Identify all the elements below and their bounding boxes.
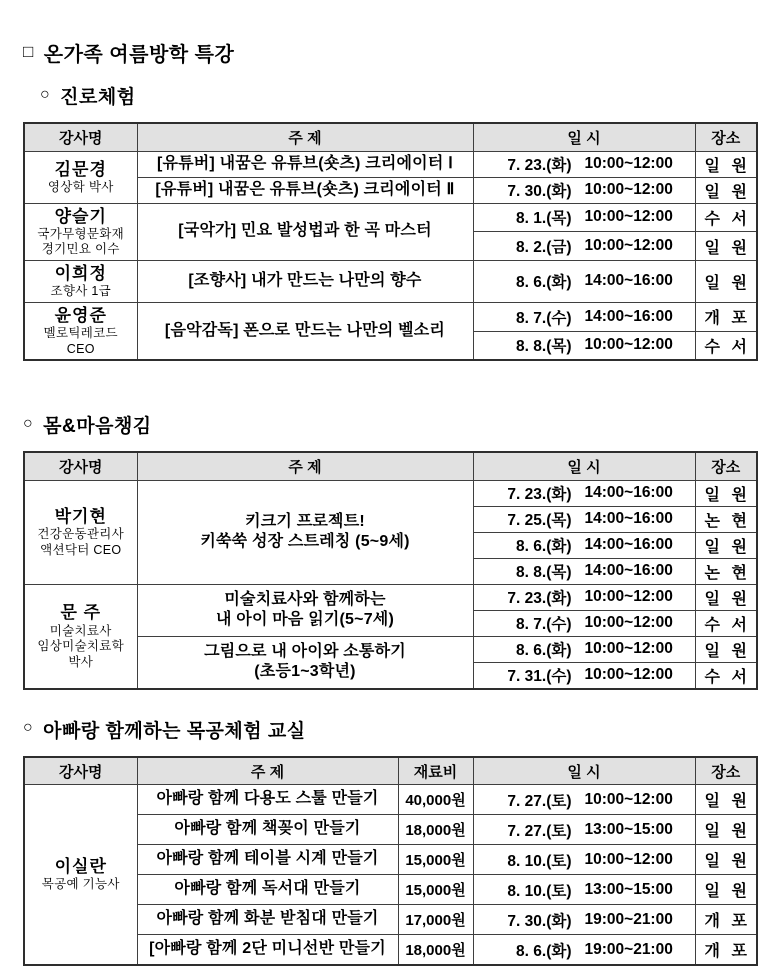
datetime-cell [473, 506, 695, 532]
place-char: 일 [704, 274, 720, 292]
date-value: 8. 1.(목) [516, 210, 572, 228]
time-value: 14:00~16:00 [584, 562, 673, 580]
column-header-instructor: 강사명 [24, 123, 137, 151]
datetime-cell [473, 480, 695, 506]
place-char: 일 [704, 157, 720, 175]
table-row [24, 584, 757, 610]
place-char: 일 [704, 793, 720, 811]
date-value: 8. 10.(토) [507, 882, 572, 900]
section-body-mind [23, 411, 757, 690]
place-value [696, 179, 757, 202]
instructor-title: 영상학 박사 [47, 179, 114, 194]
place-char: 일 [704, 183, 720, 201]
datetime-value [476, 560, 693, 582]
place-value [696, 818, 757, 841]
place-cell [695, 480, 757, 506]
table-row [24, 261, 757, 303]
place-cell [695, 232, 757, 261]
fee-cell: 15,000원 [398, 845, 473, 875]
instructor-cell [24, 302, 137, 360]
fee-cell: 15,000원 [398, 875, 473, 905]
place-value [696, 664, 757, 687]
datetime-cell [473, 875, 695, 905]
place-char: 수 [704, 668, 720, 686]
column-header-datetime: 일 시 [473, 123, 695, 151]
datetime-cell [473, 662, 695, 689]
topic-cell: 미술치료사와 함께하는 내 아이 마음 읽기(5~7세) [137, 584, 473, 636]
time-value: 14:00~16:00 [584, 484, 673, 502]
date-value: 8. 6.(화) [516, 538, 572, 556]
place-char: 일 [704, 486, 720, 504]
topic-cell: 아빠랑 함께 다용도 스툴 만들기 [137, 785, 398, 815]
instructor-name: 이실란 [54, 857, 107, 877]
datetime-cell [473, 785, 695, 815]
datetime-cell [473, 845, 695, 875]
datetime-value [476, 153, 693, 175]
date-value: 7. 23.(화) [507, 157, 572, 174]
datetime-cell [473, 815, 695, 845]
topic-cell: [아빠랑 함께 2단 미니선반 만들기 [137, 935, 398, 965]
datetime-cell [473, 302, 695, 331]
place-char: 원 [731, 274, 747, 292]
time-value: 10:00~12:00 [584, 181, 673, 198]
place-char: 원 [731, 883, 747, 901]
place-char: 원 [731, 853, 747, 871]
time-value: 10:00~12:00 [584, 155, 673, 172]
time-value: 10:00~12:00 [584, 208, 673, 226]
datetime-cell [473, 261, 695, 303]
time-value: 13:00~15:00 [584, 820, 673, 838]
section-heading-body-mind [23, 411, 757, 438]
datetime-cell [473, 177, 695, 203]
time-value: 10:00~12:00 [584, 336, 673, 354]
instructor-title: 목공예 기능사 [41, 877, 120, 892]
place-char: 수 [704, 338, 720, 356]
section-career-experience [23, 82, 757, 361]
time-value: 13:00~15:00 [584, 880, 673, 898]
date-value: 8. 6.(화) [516, 942, 572, 960]
date-value: 8. 7.(수) [516, 309, 572, 327]
time-value: 19:00~21:00 [584, 940, 673, 958]
instructor-title: 건강운동관리사 [37, 527, 125, 542]
woodwork-table [23, 756, 758, 966]
datetime-cell [473, 558, 695, 584]
place-char: 원 [731, 239, 747, 257]
column-header-topic: 주 제 [137, 123, 473, 151]
place-value [696, 534, 757, 557]
place-char: 원 [731, 486, 747, 504]
circle-bullet-icon: ○ [23, 414, 34, 432]
instructor-cell [24, 261, 137, 303]
date-value: 7. 23.(화) [507, 590, 572, 608]
fee-cell: 40,000원 [398, 785, 473, 815]
topic-cell: [음악감독] 폰으로 만드는 나만의 벨소리 [137, 302, 473, 360]
instructor-name: 문 주 [60, 603, 102, 623]
datetime-cell [473, 532, 695, 558]
topic-cell: 아빠랑 함께 테이블 시계 만들기 [137, 845, 398, 875]
instructor-title: 경기민요 이수 [41, 242, 120, 257]
date-value: 7. 23.(화) [507, 486, 572, 504]
place-cell [695, 935, 757, 965]
place-char: 서 [731, 210, 747, 228]
datetime-value [476, 638, 693, 660]
topic-cell: [유튜버] 내꿈은 유튜브(숏츠) 크리에이터 Ⅱ [137, 177, 473, 203]
table-row [24, 302, 757, 331]
table-row [24, 203, 757, 232]
place-char: 논 [704, 564, 720, 582]
datetime-value [476, 206, 693, 228]
date-value: 8. 8.(목) [516, 338, 572, 356]
instructor-name: 박기현 [54, 507, 107, 527]
section-heading-woodwork [23, 716, 757, 743]
section-woodwork-class [23, 716, 757, 966]
place-char: 개 [704, 913, 720, 931]
time-value: 10:00~12:00 [584, 237, 673, 255]
time-value: 14:00~16:00 [584, 510, 673, 528]
doc-title [23, 38, 757, 67]
body-mind-table [23, 451, 758, 690]
instructor-cell [24, 151, 137, 203]
column-header-instructor: 강사명 [24, 757, 137, 785]
section-heading-text: 몸&마음챙김 [43, 416, 152, 438]
time-value: 19:00~21:00 [584, 910, 673, 928]
table-row [24, 480, 757, 506]
column-header-place: 장소 [695, 123, 757, 151]
instructor-title: 박사 [68, 654, 94, 669]
place-char: 논 [704, 512, 720, 530]
place-cell [695, 875, 757, 905]
place-value [696, 908, 757, 931]
place-cell [695, 785, 757, 815]
place-char: 일 [704, 642, 720, 660]
instructor-name: 김문경 [54, 159, 107, 179]
place-value [696, 612, 757, 635]
place-char: 서 [731, 338, 747, 356]
place-value [696, 938, 757, 961]
place-value [696, 305, 757, 328]
place-cell [695, 610, 757, 636]
datetime-cell [473, 935, 695, 965]
place-cell [695, 636, 757, 662]
place-char: 포 [731, 310, 747, 328]
square-bullet-icon: □ [23, 41, 34, 61]
place-char: 일 [704, 823, 720, 841]
datetime-value [476, 909, 693, 931]
place-char: 수 [704, 210, 720, 228]
time-value: 10:00~12:00 [584, 640, 673, 658]
datetime-cell [473, 905, 695, 935]
topic-cell: 아빠랑 함께 독서대 만들기 [137, 875, 398, 905]
place-char: 일 [704, 853, 720, 871]
topic-cell: [조향사] 내가 만드는 나만의 향수 [137, 261, 473, 303]
place-cell [695, 331, 757, 360]
date-value: 8. 2.(금) [516, 239, 572, 257]
datetime-value [476, 334, 693, 356]
datetime-value [476, 664, 693, 686]
datetime-cell [473, 203, 695, 232]
place-cell [695, 532, 757, 558]
instructor-name: 양슬기 [54, 206, 107, 226]
instructor-cell [24, 785, 137, 965]
column-header-topic: 주 제 [137, 757, 398, 785]
topic-cell: 그림으로 내 아이와 소통하기 (초등1~3학년) [137, 636, 473, 689]
place-char: 일 [704, 590, 720, 608]
datetime-cell [473, 636, 695, 662]
date-value: 8. 6.(화) [516, 642, 572, 660]
date-value: 7. 30.(화) [507, 912, 572, 930]
instructor-name: 윤영준 [54, 305, 107, 325]
place-value [696, 235, 757, 258]
place-char: 원 [731, 538, 747, 556]
instructor-title: 멜로틱레코드 [43, 326, 118, 341]
instructor-title: 액션닥터 CEO [40, 543, 122, 557]
table-header-row [24, 757, 757, 785]
date-value: 7. 25.(목) [507, 512, 572, 530]
instructor-title: 조향사 1급 [50, 284, 112, 299]
instructor-cell [24, 480, 137, 584]
place-value [696, 153, 757, 176]
place-char: 현 [731, 512, 747, 530]
topic-cell: [유튜버] 내꿈은 유튜브(숏츠) 크리에이터 Ⅰ [137, 151, 473, 177]
column-header-instructor: 강사명 [24, 452, 137, 480]
datetime-value [476, 939, 693, 961]
datetime-value [476, 306, 693, 328]
time-value: 14:00~16:00 [584, 307, 673, 325]
datetime-value [476, 789, 693, 811]
time-value: 10:00~12:00 [584, 790, 673, 808]
instructor-cell [24, 584, 137, 689]
place-char: 현 [731, 564, 747, 582]
place-char: 원 [731, 823, 747, 841]
place-char: 수 [704, 616, 720, 634]
date-value: 8. 8.(목) [516, 564, 572, 582]
datetime-cell [473, 331, 695, 360]
time-value: 10:00~12:00 [584, 614, 673, 632]
datetime-value [476, 819, 693, 841]
datetime-cell [473, 151, 695, 177]
fee-cell: 18,000원 [398, 935, 473, 965]
time-value: 10:00~12:00 [584, 666, 673, 684]
circle-bullet-icon: ○ [40, 85, 51, 103]
datetime-value [476, 270, 693, 292]
place-cell [695, 203, 757, 232]
column-header-datetime: 일 시 [473, 452, 695, 480]
instructor-name: 이희정 [54, 264, 107, 283]
datetime-value [476, 534, 693, 556]
place-char: 개 [704, 943, 720, 961]
datetime-value [476, 235, 693, 257]
instructor-title: CEO [66, 341, 95, 356]
datetime-cell [473, 610, 695, 636]
place-value [696, 586, 757, 609]
datetime-value [476, 508, 693, 530]
topic-cell: 아빠랑 함께 책꽂이 만들기 [137, 815, 398, 845]
column-header-datetime: 일 시 [473, 757, 695, 785]
datetime-value [476, 179, 693, 201]
instructor-cell [24, 203, 137, 261]
column-header-fee: 재료비 [398, 757, 473, 785]
column-header-topic: 주 제 [137, 452, 473, 480]
place-char: 원 [731, 793, 747, 811]
column-header-place: 장소 [695, 757, 757, 785]
place-value [696, 560, 757, 583]
date-value: 8. 7.(수) [516, 616, 572, 634]
place-cell [695, 905, 757, 935]
column-header-place: 장소 [695, 452, 757, 480]
date-value: 7. 31.(수) [507, 668, 572, 686]
place-value [696, 206, 757, 229]
datetime-value [476, 586, 693, 608]
date-value: 7. 27.(토) [507, 792, 572, 810]
place-cell [695, 584, 757, 610]
place-char: 일 [704, 538, 720, 556]
place-char: 서 [731, 616, 747, 634]
time-value: 14:00~16:00 [584, 536, 673, 554]
place-value [696, 508, 757, 531]
topic-cell: 아빠랑 함께 화분 받침대 만들기 [137, 905, 398, 935]
place-value [696, 848, 757, 871]
place-char: 일 [704, 239, 720, 257]
fee-cell: 17,000원 [398, 905, 473, 935]
place-char: 일 [704, 883, 720, 901]
place-cell [695, 845, 757, 875]
time-value: 10:00~12:00 [584, 588, 673, 606]
place-cell [695, 151, 757, 177]
table-row [24, 785, 757, 815]
section-heading-text: 아빠랑 함께하는 목공체험 교실 [43, 720, 306, 742]
place-char: 서 [731, 668, 747, 686]
datetime-cell [473, 584, 695, 610]
circle-bullet-icon: ○ [23, 719, 34, 737]
place-cell [695, 261, 757, 303]
place-char: 개 [704, 310, 720, 328]
place-cell [695, 815, 757, 845]
datetime-cell [473, 232, 695, 261]
date-value: 7. 30.(화) [507, 183, 572, 200]
career-table [23, 122, 758, 361]
topic-cell: 키크기 프로젝트! 키쑥쑥 성장 스트레칭 (5~9세) [137, 480, 473, 584]
date-value: 8. 10.(토) [507, 852, 572, 870]
date-value: 8. 6.(화) [516, 274, 572, 292]
place-value [696, 482, 757, 505]
place-cell [695, 662, 757, 689]
table-header-row [24, 452, 757, 480]
place-char: 원 [731, 157, 747, 175]
datetime-value [476, 849, 693, 871]
datetime-value [476, 612, 693, 634]
place-value [696, 638, 757, 661]
place-value [696, 878, 757, 901]
datetime-value [476, 879, 693, 901]
instructor-title: 미술치료사 [49, 623, 112, 638]
table-header-row [24, 123, 757, 151]
instructor-title: 임상미술치료학 [37, 639, 125, 654]
place-cell [695, 506, 757, 532]
place-char: 포 [731, 943, 747, 961]
place-cell [695, 302, 757, 331]
place-char: 원 [731, 590, 747, 608]
place-char: 포 [731, 913, 747, 931]
doc-title-text: 온가족 여름방학 특강 [43, 44, 235, 66]
place-cell [695, 558, 757, 584]
instructor-title: 국가무형문화재 [37, 226, 125, 241]
place-char: 원 [731, 183, 747, 201]
time-value: 10:00~12:00 [584, 850, 673, 868]
section-heading-career [40, 82, 757, 109]
place-value [696, 788, 757, 811]
table-row [24, 151, 757, 177]
fee-cell: 18,000원 [398, 815, 473, 845]
place-value [696, 270, 757, 293]
place-char: 원 [731, 642, 747, 660]
date-value: 7. 27.(토) [507, 822, 572, 840]
time-value: 14:00~16:00 [584, 272, 673, 290]
place-value [696, 334, 757, 357]
datetime-value [476, 482, 693, 504]
section-heading-text: 진로체험 [60, 87, 136, 108]
place-cell [695, 177, 757, 203]
topic-cell: [국악가] 민요 발성법과 한 곡 마스터 [137, 203, 473, 261]
